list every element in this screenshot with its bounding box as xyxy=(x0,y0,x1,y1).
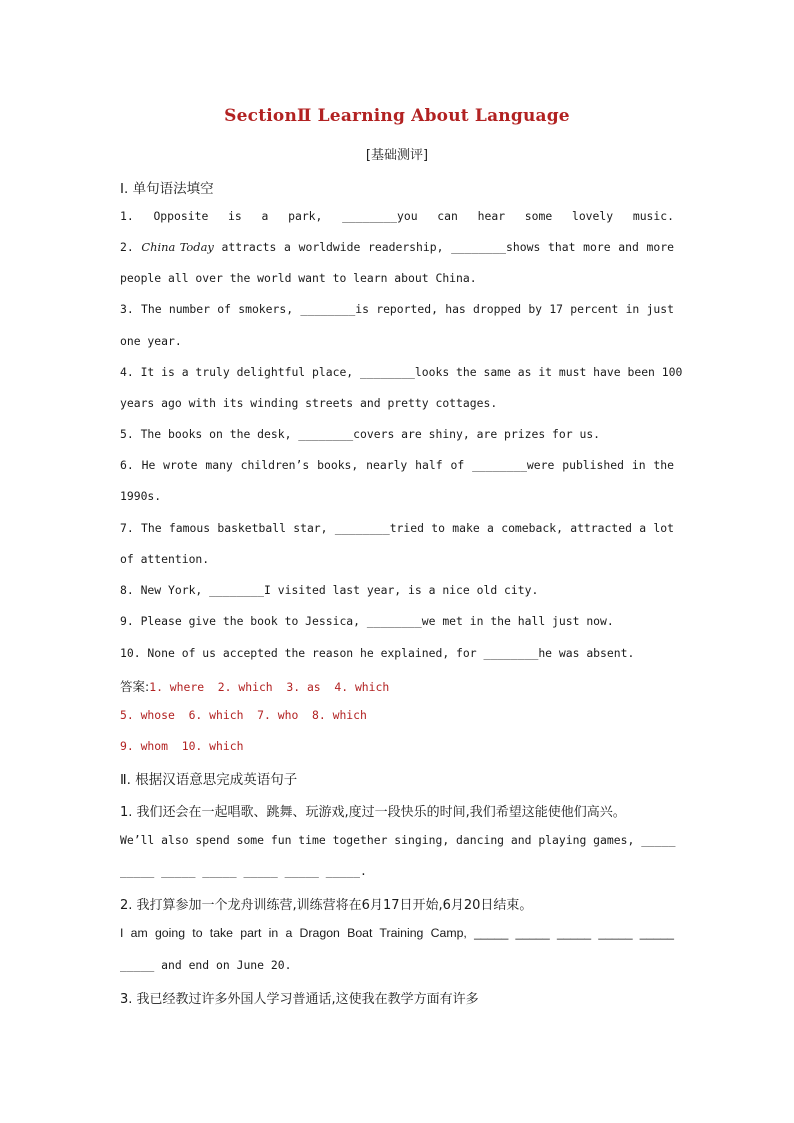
answer-label: 答案: xyxy=(120,679,150,694)
answers-1-4: 1. where 2. which 3. as 4. which xyxy=(149,680,390,694)
question-10: 10. None of us accepted the reason he explained, for ________he was absent. xyxy=(120,646,635,660)
question-4-line-2: years ago with its winding streets and pretty cottages. xyxy=(120,396,498,410)
question-7-line-2: of attention. xyxy=(120,552,210,566)
translation-2-chinese: 2. 我打算参加一个龙舟训练营,训练营将在6月17日开始,6月20日结束。 xyxy=(120,898,533,913)
question-2 xyxy=(120,240,674,254)
question-1: 1. Opposite is a park, ________you can hear some lovely music. xyxy=(120,209,674,223)
section-1-heading: Ⅰ. 单句语法填空 xyxy=(120,181,214,197)
question-4: 4. It is a truly delightful place, ________looks the same as it must have been 100 xyxy=(120,365,683,379)
page-title: SectionⅡ Learning About Language xyxy=(224,106,570,126)
translation-1-english: We’ll also spend some fun time together singing, dancing and playing games, _____ xyxy=(120,833,676,847)
question-5: 5. The books on the desk, ________covers are shiny, are prizes for us. xyxy=(120,427,601,441)
question-3-line-2: one year. xyxy=(120,334,182,348)
question-2-text: attracts a worldwide readership, ________shows that more and more xyxy=(213,240,674,254)
question-2-line-2: people all over the world want to learn about China. xyxy=(120,271,477,285)
question-6-line-2: 1990s. xyxy=(120,489,162,503)
translation-3-chinese: 3. 我已经教过许多外国人学习普通话,这使我在教学方面有许多 xyxy=(120,992,479,1007)
page-subtitle: [基础测评] xyxy=(365,148,429,163)
question-3: 3. The number of smokers, ________is reported, has dropped by 17 percent in just xyxy=(120,302,674,316)
question-2-number: 2. xyxy=(120,240,142,254)
translation-1-english-line-2: _____ _____ _____ _____ _____ _____. xyxy=(120,864,367,878)
translation-2-english: I am going to take part in a Dragon Boat Training Camp, _____ _____ _____ _____ _____ xyxy=(120,926,674,940)
section-2-heading: Ⅱ. 根据汉语意思完成英语句子 xyxy=(120,772,298,788)
translation-2-english-line-2: _____ and end on June 20. xyxy=(120,958,292,972)
answers-line-3: 9. whom 10. which xyxy=(120,739,244,753)
question-6: 6. He wrote many children’s books, nearly half of ________were published in the xyxy=(120,458,674,472)
answers-line-1 xyxy=(120,677,389,695)
answers-line-2: 5. whose 6. which 7. who 8. which xyxy=(120,708,367,722)
question-2-italic-title: China Today xyxy=(141,240,214,254)
question-8: 8. New York, ________I visited last year, is a nice old city. xyxy=(120,583,539,597)
question-9: 9. Please give the book to Jessica, ________we met in the hall just now. xyxy=(120,614,614,628)
translation-1-chinese: 1. 我们还会在一起唱歌、跳舞、玩游戏,度过一段快乐的时间,我们希望这能使他们高兴。 xyxy=(120,805,626,820)
question-7: 7. The famous basketball star, ________tried to make a comeback, attracted a lot xyxy=(120,521,674,535)
